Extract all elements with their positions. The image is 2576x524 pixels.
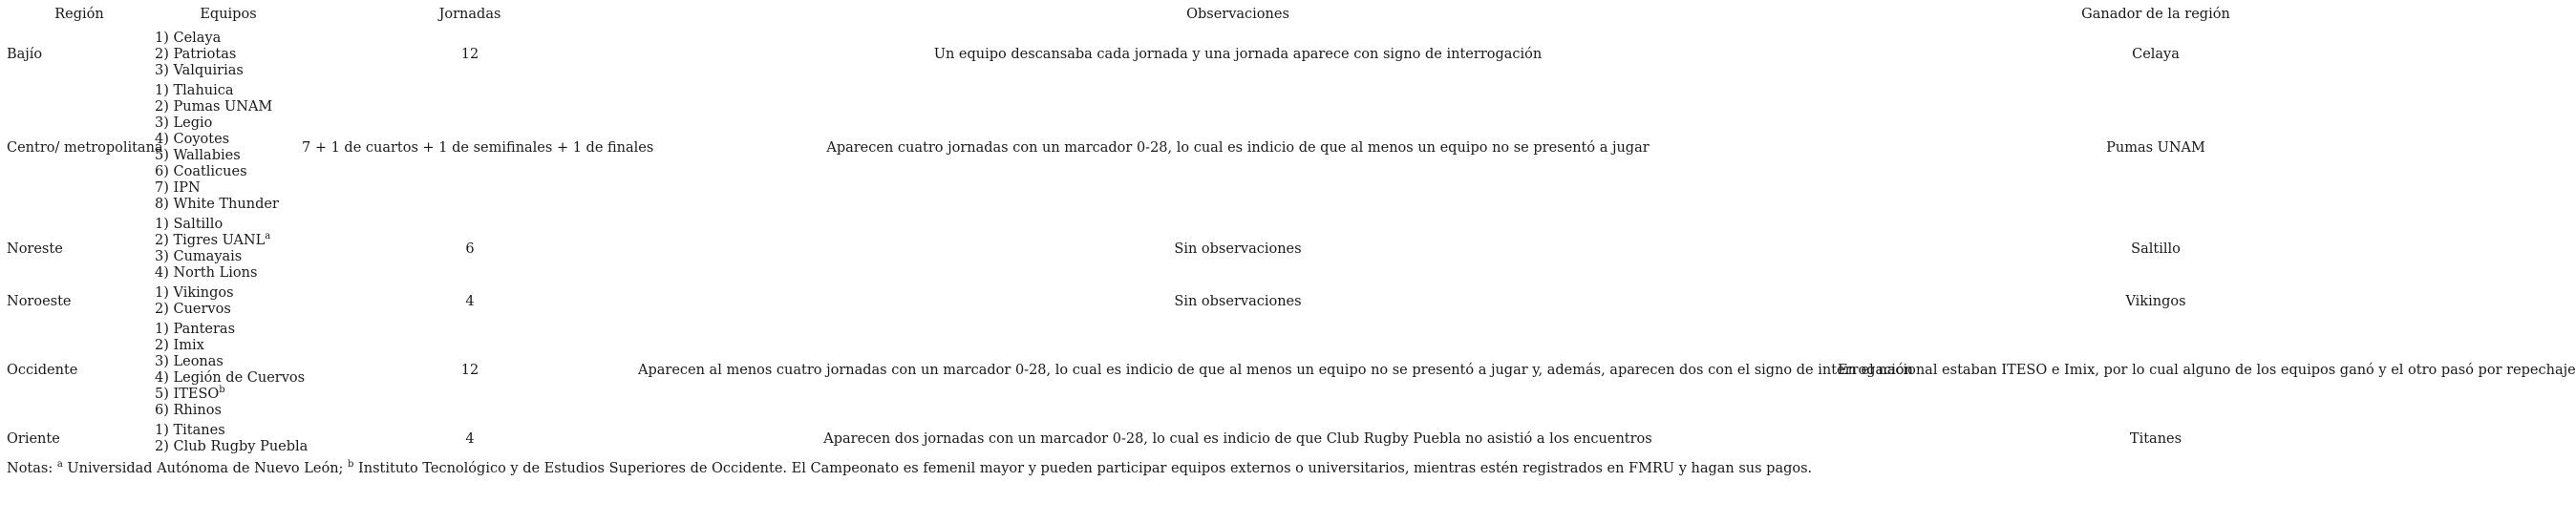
team-list-item [155, 31, 302, 47]
team-list-item [155, 148, 302, 164]
team-name: 4) North Lions [155, 265, 258, 281]
cell-jornadas: 12 [460, 47, 479, 62]
notes-text-b: Instituto Tecnológico y de Estudios Superiores de Occidente. El Campeonato es femenil mayor y pueden participar equipos externos o universitarios, mientras estén registrados en FMRU y hagan sus pagos. [353, 461, 1813, 476]
team-name: 7) IPN [155, 180, 201, 196]
team-name: 5) Wallabies [155, 148, 241, 163]
team-name: 4) Coyotes [155, 132, 230, 147]
team-list-item [155, 217, 302, 233]
team-list [155, 322, 306, 419]
team-name: 1) Saltillo [155, 217, 224, 232]
team-name: 3) Cumayais [155, 249, 243, 264]
header-ganador: Ganador de la región [2081, 6, 2230, 22]
cell-region: Noreste [7, 241, 63, 257]
header-equipos: Equipos [200, 6, 257, 22]
team-name: 6) Coatlicues [155, 164, 247, 179]
header-observaciones: Observaciones [1186, 6, 1289, 22]
cell-observaciones: Sin observaciones [1174, 241, 1302, 257]
table-row [4, 81, 2474, 215]
team-list-item [155, 439, 309, 455]
cell-ganador: Vikingos [2125, 293, 2186, 309]
team-name: 2) Pumas UNAM [155, 99, 273, 115]
team-list [155, 31, 302, 79]
cell-jornadas: 12 [460, 362, 479, 378]
team-list-item [155, 370, 306, 387]
team-name: 1) Titanes [155, 423, 225, 438]
team-list-item [155, 233, 302, 249]
team-list-item [155, 180, 302, 197]
cell-ganador: En el nacional estaban ITESO e Imix, por lo cual alguno de los equipos ganó y el otro pasó por repechaje [1838, 362, 2576, 378]
table-row [4, 421, 2474, 457]
team-name: 3) Leonas [155, 354, 224, 369]
team-name: 1) Panteras [155, 322, 236, 337]
team-name: 4) Legión de Cuervos [155, 370, 306, 386]
team-list-item [155, 197, 302, 213]
team-name: 2) Cuervos [155, 302, 231, 317]
cell-observaciones: Aparecen al menos cuatro jornadas con un marcador 0-28, lo cual es indicio de que al menos un equipo no se presentó a jugar y, además, aparecen dos con el signo de interrogación [638, 362, 1913, 378]
table-row [4, 320, 2474, 421]
team-name: 8) White Thunder [155, 197, 279, 212]
cell-observaciones: Aparecen cuatro jornadas con un marcador 0-28, lo cual es indicio de que al menos un equipo no se presentó a jugar [826, 139, 1650, 156]
team-name: 5) ITESO [155, 387, 220, 402]
cell-ganador: Titanes [2129, 430, 2182, 447]
cell-region: Centro/ metropolitana [7, 139, 163, 156]
cell-jornadas: 7 + 1 de cuartos + 1 de semifinales + 1 de finales [302, 139, 654, 156]
team-list-item [155, 164, 302, 180]
cell-equipos [155, 215, 302, 283]
team-name: 3) Valquirias [155, 63, 244, 78]
notes-sup-a: a [56, 459, 63, 471]
table-body [4, 29, 2576, 457]
table-row [4, 215, 2474, 283]
header-row [4, 0, 2474, 29]
team-name: 3) Legio [155, 115, 213, 131]
cell-observaciones: Un equipo descansaba cada jornada y una jornada aparece con signo de interrogación [933, 47, 1543, 62]
team-name: 1) Tlahuica [155, 83, 234, 98]
team-footnote-marker: a [265, 231, 271, 242]
cell-jornadas: 4 [465, 293, 475, 309]
cell-ganador: Celaya [2132, 47, 2180, 62]
team-list-item [155, 403, 302, 419]
cell-equipos [155, 81, 302, 215]
table-row [4, 29, 2474, 81]
team-list-item [155, 115, 302, 132]
team-list-item [155, 83, 302, 99]
header-region: Región [54, 6, 104, 22]
cell-region: Oriente [7, 430, 60, 447]
header-jornadas: Jornadas [438, 6, 501, 22]
team-footnote-marker: b [219, 385, 225, 396]
team-list-item [155, 47, 302, 63]
team-list-item [155, 265, 302, 282]
team-list [155, 285, 302, 318]
team-list-item [155, 423, 302, 439]
notes-prefix: Notas: [7, 461, 57, 476]
team-list-item [155, 354, 302, 370]
team-list [155, 423, 309, 455]
table-row [4, 283, 2474, 320]
team-name: 6) Rhinos [155, 403, 222, 418]
cell-observaciones: Sin observaciones [1174, 293, 1302, 309]
cell-observaciones: Aparecen dos jornadas con un marcador 0-28, lo cual es indicio de que Club Rugby Puebla no asistió a los encuentros [823, 430, 1652, 447]
cell-equipos [155, 283, 302, 320]
team-list-item [155, 63, 302, 79]
team-name: 2) Tigres UANL [155, 233, 266, 248]
cell-region: Bajío [7, 47, 43, 62]
team-name: 2) Club Rugby Puebla [155, 439, 309, 454]
team-name: 2) Imix [155, 338, 204, 353]
cell-region: Occidente [7, 362, 78, 378]
cell-region: Noroeste [7, 293, 72, 309]
cell-ganador: Pumas UNAM [2106, 139, 2205, 156]
team-list [155, 83, 302, 213]
cell-equipos [155, 29, 302, 81]
notes-text-a: Universidad Autónoma de Nuevo León; [62, 461, 349, 476]
team-list-item [155, 338, 302, 354]
team-name: 1) Celaya [155, 31, 222, 46]
team-list-item [155, 285, 302, 302]
notes-sup-b: b [348, 459, 354, 471]
team-name: 2) Patriotas [155, 47, 237, 62]
table-notes [4, 461, 2474, 477]
cell-jornadas: 6 [465, 241, 475, 257]
cell-equipos [155, 421, 309, 457]
cell-equipos [155, 320, 306, 421]
table-header [4, 0, 2474, 29]
team-list-item [155, 99, 302, 115]
cell-jornadas: 4 [465, 430, 475, 447]
team-list-item [155, 322, 302, 338]
team-list-item [155, 387, 302, 403]
team-list-item [155, 302, 302, 318]
team-list [155, 217, 302, 282]
team-list-item [155, 132, 302, 148]
team-name: 1) Vikingos [155, 285, 234, 301]
regional-results-table [4, 0, 2576, 457]
team-list-item [155, 249, 302, 265]
cell-ganador: Saltillo [2131, 241, 2181, 257]
